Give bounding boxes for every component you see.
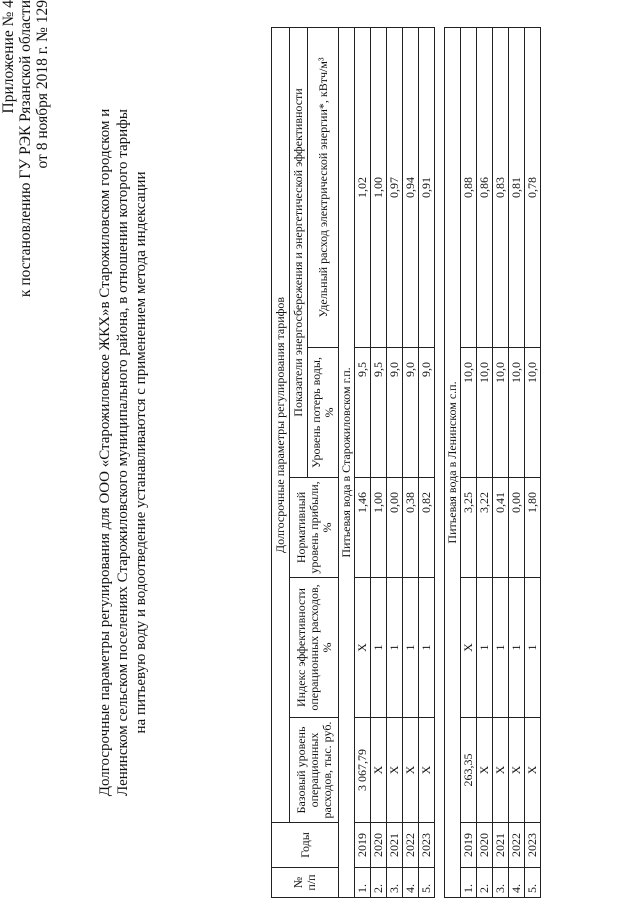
row-efficiency-index: 1 bbox=[419, 578, 435, 718]
row-year: 2019 bbox=[461, 823, 477, 868]
row-profit-level: 0,00 bbox=[387, 478, 403, 578]
row-electric-consumption: 0,81 bbox=[509, 27, 525, 347]
row-base-level: X bbox=[387, 718, 403, 823]
title-line-1: Долгосрочные параметры регулирования для ООО «Старожиловское ЖКХ»в Старожиловском городском и bbox=[97, 108, 113, 797]
row-base-level: 3 067,79 bbox=[355, 718, 371, 823]
row-efficiency-index: 1 bbox=[509, 578, 525, 718]
table-row bbox=[355, 27, 371, 897]
table-row bbox=[461, 27, 477, 897]
header-year: Годы bbox=[272, 823, 339, 868]
header-base-level: Базовый уровень операционных расходов, тыс. руб. bbox=[290, 718, 339, 823]
row-efficiency-index: 1 bbox=[477, 578, 493, 718]
row-electric-consumption: 0,78 bbox=[525, 27, 541, 347]
row-electric-consumption: 0,94 bbox=[403, 27, 419, 347]
document-title bbox=[96, 0, 150, 905]
row-profit-level: 1,80 bbox=[525, 478, 541, 578]
header-num: № п/п bbox=[272, 868, 339, 898]
row-profit-level: 1,46 bbox=[355, 478, 371, 578]
row-number: 1. bbox=[461, 868, 477, 898]
row-number: 3. bbox=[387, 868, 403, 898]
row-number: 2. bbox=[477, 868, 493, 898]
header-electric-consumption: Удельный расход электрической энергии*, кВтч/м³ bbox=[308, 27, 339, 347]
row-efficiency-index: 1 bbox=[525, 578, 541, 718]
header-efficiency-index: Индекс эффективности операционных расходов, % bbox=[290, 578, 339, 718]
table-row bbox=[525, 27, 541, 897]
row-year: 2020 bbox=[371, 823, 387, 868]
row-number: 1. bbox=[355, 868, 371, 898]
table-row bbox=[493, 27, 509, 897]
row-year: 2023 bbox=[419, 823, 435, 868]
appendix-decree: к постановлению ГУ РЭК Рязанской области bbox=[17, 0, 34, 298]
row-efficiency-index: 1 bbox=[493, 578, 509, 718]
row-electric-consumption: 0,91 bbox=[419, 27, 435, 347]
header-parameters-group: Долгосрочные параметры регулирования тарифов bbox=[272, 27, 290, 822]
row-profit-level: 3,22 bbox=[477, 478, 493, 578]
row-year: 2021 bbox=[493, 823, 509, 868]
title-line-3: на питьевую воду и водоотведение устанавливаются с применением метода индексации bbox=[133, 171, 149, 734]
row-electric-consumption: 0,97 bbox=[387, 27, 403, 347]
row-year: 2023 bbox=[525, 823, 541, 868]
row-year: 2022 bbox=[403, 823, 419, 868]
row-profit-level: 0,38 bbox=[403, 478, 419, 578]
row-year: 2022 bbox=[509, 823, 525, 868]
table-row bbox=[509, 27, 525, 897]
row-base-level: X bbox=[493, 718, 509, 823]
row-profit-level: 1,00 bbox=[371, 478, 387, 578]
row-number: 4. bbox=[403, 868, 419, 898]
row-base-level: X bbox=[477, 718, 493, 823]
row-efficiency-index: 1 bbox=[371, 578, 387, 718]
row-base-level: X bbox=[403, 718, 419, 823]
appendix-number: Приложение № 4 bbox=[0, 0, 17, 114]
row-water-losses: 10,0 bbox=[493, 348, 509, 478]
row-year: 2020 bbox=[477, 823, 493, 868]
appendix-header bbox=[0, 0, 51, 380]
row-electric-consumption: 1,02 bbox=[355, 27, 371, 347]
row-water-losses: 10,0 bbox=[477, 348, 493, 478]
row-base-level: X bbox=[509, 718, 525, 823]
table-spacer bbox=[435, 27, 445, 897]
row-water-losses: 10,0 bbox=[525, 348, 541, 478]
section-title: Питьевая вода в Старожиловском г.п. bbox=[339, 27, 355, 897]
row-electric-consumption: 0,83 bbox=[493, 27, 509, 347]
row-water-losses: 9,5 bbox=[371, 348, 387, 478]
appendix-date: от 8 ноября 2018 г. № 129 bbox=[34, 0, 51, 169]
row-profit-level: 0,82 bbox=[419, 478, 435, 578]
section-title: Питьевая вода в Ленинском с.п. bbox=[445, 27, 461, 897]
row-number: 4. bbox=[509, 868, 525, 898]
row-year: 2021 bbox=[387, 823, 403, 868]
row-efficiency-index: 1 bbox=[403, 578, 419, 718]
row-number: 2. bbox=[371, 868, 387, 898]
row-profit-level: 3,25 bbox=[461, 478, 477, 578]
table-row bbox=[387, 27, 403, 897]
header-profit-level: Нормативный уровень прибыли, % bbox=[290, 478, 339, 578]
row-water-losses: 9,0 bbox=[419, 348, 435, 478]
parameters-table bbox=[271, 27, 541, 898]
header-water-losses: Уровень потерь воды, % bbox=[308, 348, 339, 478]
row-efficiency-index: X bbox=[355, 578, 371, 718]
row-base-level: X bbox=[525, 718, 541, 823]
row-base-level: X bbox=[371, 718, 387, 823]
row-water-losses: 9,0 bbox=[387, 348, 403, 478]
row-year: 2019 bbox=[355, 823, 371, 868]
header-energy-group: Показатели энергосбережения и энергетической эффективности bbox=[290, 27, 308, 477]
table-row bbox=[371, 27, 387, 897]
row-base-level: 263,35 bbox=[461, 718, 477, 823]
title-line-2: Ленинском сельском поселениях Старожиловского муниципального района, в отношении которого тарифы bbox=[115, 109, 131, 796]
table-row bbox=[419, 27, 435, 897]
row-water-losses: 9,0 bbox=[403, 348, 419, 478]
row-profit-level: 0,41 bbox=[493, 478, 509, 578]
row-base-level: X bbox=[419, 718, 435, 823]
table-row bbox=[477, 27, 493, 897]
row-number: 5. bbox=[419, 868, 435, 898]
row-efficiency-index: X bbox=[461, 578, 477, 718]
row-number: 5. bbox=[525, 868, 541, 898]
row-electric-consumption: 0,88 bbox=[461, 27, 477, 347]
row-efficiency-index: 1 bbox=[387, 578, 403, 718]
row-water-losses: 9,5 bbox=[355, 348, 371, 478]
table-row bbox=[403, 27, 419, 897]
row-number: 3. bbox=[493, 868, 509, 898]
row-electric-consumption: 1,00 bbox=[371, 27, 387, 347]
row-profit-level: 0,00 bbox=[509, 478, 525, 578]
row-electric-consumption: 0,86 bbox=[477, 27, 493, 347]
row-water-losses: 10,0 bbox=[461, 348, 477, 478]
row-water-losses: 10,0 bbox=[509, 348, 525, 478]
